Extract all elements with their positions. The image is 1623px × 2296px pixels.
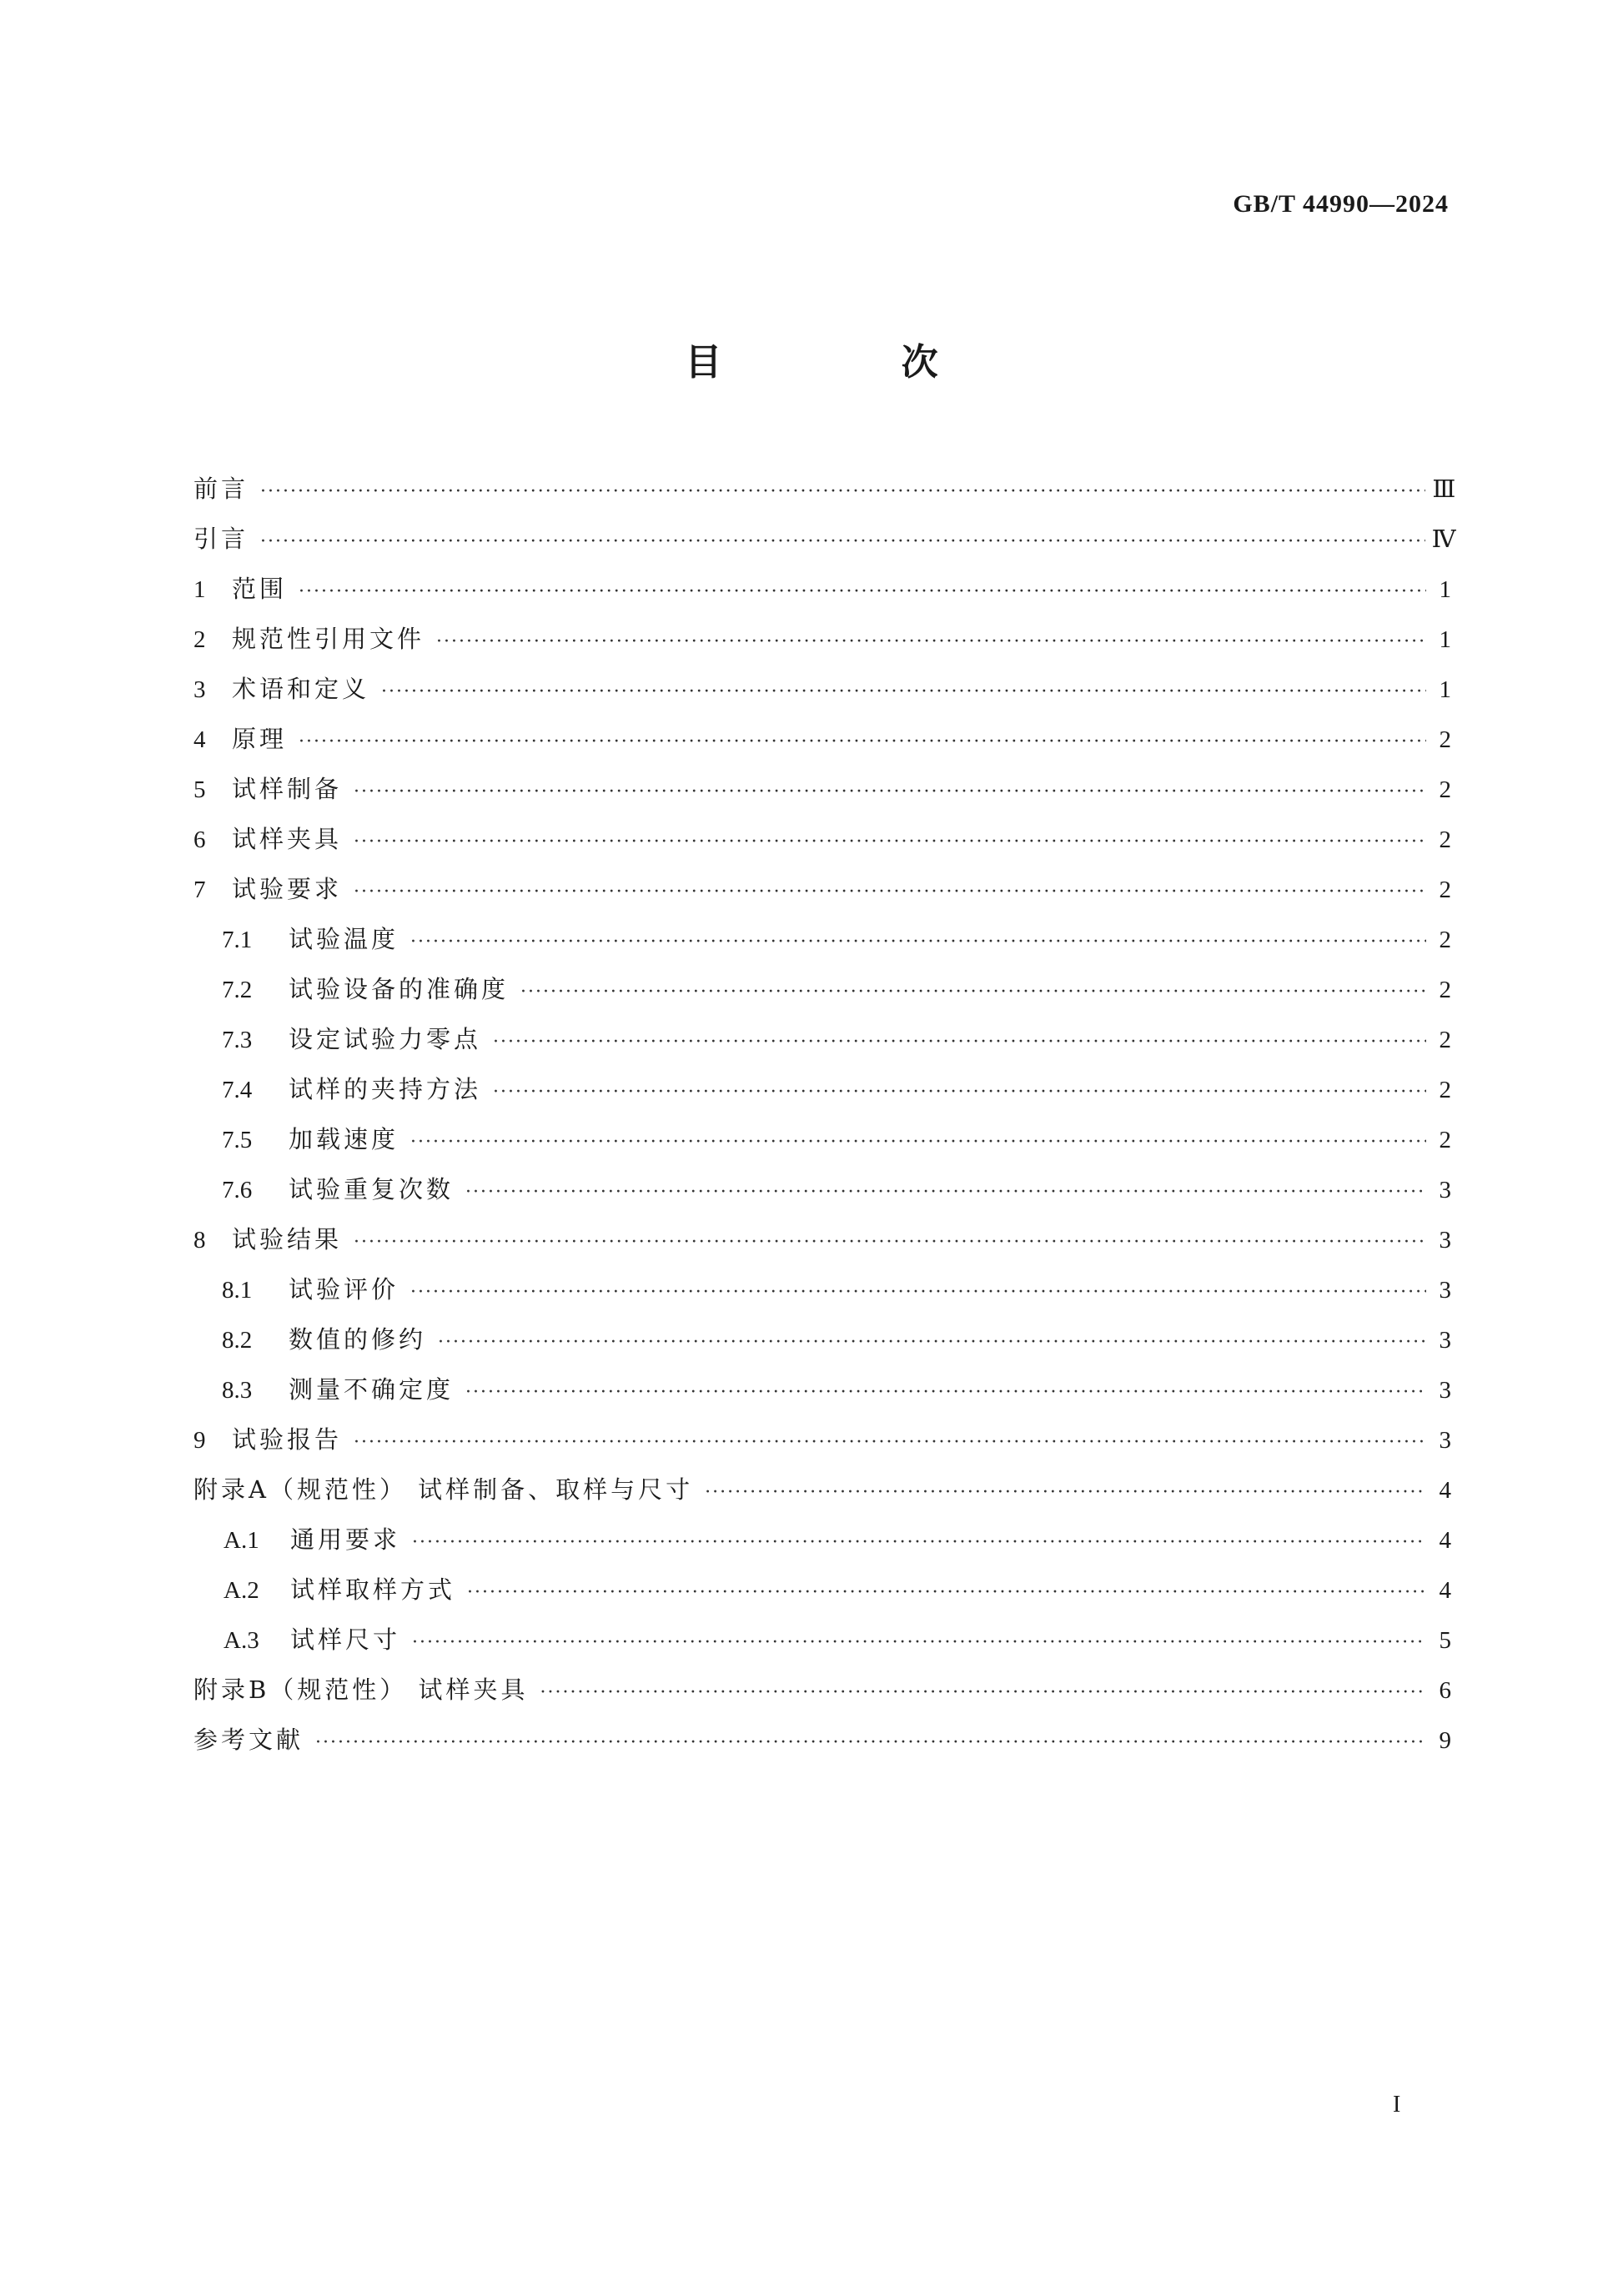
footer-page-number: I bbox=[1393, 2092, 1401, 2118]
toc-leader bbox=[354, 767, 1426, 817]
toc-subentry[interactable] bbox=[193, 1164, 1451, 1214]
toc-entry-label: 设定试验力零点 bbox=[289, 1025, 482, 1053]
toc-entry[interactable] bbox=[193, 1465, 1451, 1515]
toc-leader bbox=[381, 667, 1426, 717]
toc-leader bbox=[436, 617, 1426, 667]
toc-entry-page: 1 bbox=[1439, 626, 1451, 653]
toc-leader bbox=[540, 1668, 1426, 1718]
toc-entry-number: 4 bbox=[193, 726, 206, 753]
toc-entry-page: 3 bbox=[1439, 1427, 1451, 1454]
toc-leader bbox=[260, 467, 1425, 517]
toc-entry[interactable] bbox=[193, 564, 1451, 614]
toc-entry-page: 2 bbox=[1439, 826, 1451, 853]
toc-entry-page: 1 bbox=[1439, 676, 1451, 703]
toc-entry-number: 5 bbox=[193, 776, 206, 803]
toc-entry-page: 4 bbox=[1439, 1577, 1451, 1604]
toc-entry-label: 试验设备的准确度 bbox=[289, 975, 510, 1003]
toc-entry-label: 范围 bbox=[232, 575, 288, 603]
toc-entry-number: 1 bbox=[193, 576, 206, 603]
toc-entry-label: 试验重复次数 bbox=[289, 1175, 455, 1203]
toc-entry-page: 2 bbox=[1439, 726, 1451, 753]
toc-entry-label: 数值的修约 bbox=[289, 1325, 427, 1354]
toc-entry-number: 7.4 bbox=[222, 1077, 253, 1103]
toc-entry[interactable] bbox=[193, 864, 1451, 914]
toc-leader bbox=[412, 1518, 1426, 1568]
toc-leader bbox=[354, 1218, 1426, 1268]
toc-entry[interactable] bbox=[193, 1414, 1451, 1465]
toc-entry-page: 5 bbox=[1439, 1627, 1451, 1654]
toc-entry-number: 3 bbox=[193, 676, 206, 703]
toc-entry-label: 试验温度 bbox=[289, 925, 399, 953]
toc-entry[interactable] bbox=[193, 614, 1451, 664]
toc-entry-number: 7.5 bbox=[222, 1127, 253, 1153]
toc-leader bbox=[354, 817, 1426, 867]
toc-entry-page: 2 bbox=[1439, 977, 1451, 1003]
toc-entry-page: 6 bbox=[1439, 1677, 1451, 1704]
toc-leader bbox=[438, 1318, 1426, 1368]
toc-entry-page: 2 bbox=[1439, 877, 1451, 903]
toc-entry-number: 8.2 bbox=[222, 1327, 253, 1354]
toc-leader bbox=[493, 1017, 1426, 1068]
toc-entry-page: 1 bbox=[1439, 576, 1451, 603]
toc-entry-label: 加载速度 bbox=[289, 1125, 399, 1153]
toc-entry[interactable] bbox=[193, 464, 1456, 514]
toc-entry[interactable] bbox=[193, 764, 1451, 814]
toc-entry-number: 8.3 bbox=[222, 1377, 253, 1404]
toc-entry-number: 7.6 bbox=[222, 1177, 253, 1203]
toc-subentry[interactable] bbox=[193, 964, 1451, 1014]
toc-entry-number: A.3 bbox=[224, 1627, 259, 1654]
toc-leader bbox=[467, 1568, 1426, 1618]
toc-entry-label: 试样取样方式 bbox=[290, 1575, 456, 1604]
toc-entry-label: 试样的夹持方法 bbox=[289, 1075, 482, 1103]
toc-entry[interactable] bbox=[193, 714, 1451, 764]
toc-entry-page: Ⅲ bbox=[1432, 476, 1456, 503]
toc-entry-label: 规范性引用文件 bbox=[232, 625, 425, 653]
standard-number: GB/T 44990—2024 bbox=[1233, 190, 1449, 218]
toc-entry-label: 试验结果 bbox=[232, 1225, 343, 1254]
toc-entry-number: 8 bbox=[193, 1227, 206, 1254]
toc-entry-label: 前言 bbox=[193, 475, 249, 503]
toc-entry-number: 8.1 bbox=[222, 1277, 253, 1304]
toc-leader bbox=[412, 1618, 1426, 1668]
toc-entry-page: 2 bbox=[1439, 927, 1451, 953]
toc-subentry[interactable] bbox=[193, 1364, 1451, 1414]
toc-leader bbox=[410, 1118, 1426, 1168]
toc-subentry[interactable] bbox=[193, 1565, 1451, 1615]
toc-entry-label: 试验要求 bbox=[232, 875, 343, 903]
toc-subentry[interactable] bbox=[193, 914, 1451, 964]
toc-entry[interactable] bbox=[193, 514, 1456, 564]
toc-entry-page: 9 bbox=[1439, 1727, 1451, 1754]
toc-entry-label: 试验评价 bbox=[289, 1275, 399, 1304]
toc-subentry[interactable] bbox=[193, 1615, 1451, 1665]
toc-entry-label: 术语和定义 bbox=[232, 675, 370, 703]
toc-leader bbox=[315, 1718, 1426, 1768]
toc-leader bbox=[354, 1418, 1426, 1468]
table-of-contents bbox=[193, 464, 1456, 1765]
toc-leader bbox=[260, 517, 1425, 567]
toc-entry-number: 2 bbox=[193, 626, 206, 653]
toc-leader bbox=[520, 967, 1426, 1017]
toc-subentry[interactable] bbox=[193, 1014, 1451, 1064]
toc-entry-label: 试样制备 bbox=[232, 775, 343, 803]
toc-subentry[interactable] bbox=[193, 1515, 1451, 1565]
toc-leader bbox=[493, 1068, 1426, 1118]
toc-leader bbox=[465, 1368, 1426, 1418]
toc-leader bbox=[354, 867, 1426, 917]
toc-subentry[interactable] bbox=[193, 1064, 1451, 1114]
toc-entry-label: 通用要求 bbox=[290, 1525, 401, 1554]
toc-entry-label: 试验报告 bbox=[232, 1425, 343, 1454]
toc-leader bbox=[705, 1468, 1426, 1518]
toc-leader bbox=[299, 717, 1426, 767]
toc-entry-page: 2 bbox=[1439, 1127, 1451, 1153]
toc-entry-number: 7.3 bbox=[222, 1027, 253, 1053]
toc-entry-label: 试样夹具 bbox=[232, 825, 343, 853]
toc-entry[interactable] bbox=[193, 664, 1451, 714]
toc-entry-number: 9 bbox=[193, 1427, 206, 1454]
toc-entry-label: 原理 bbox=[232, 725, 288, 753]
toc-leader bbox=[410, 917, 1426, 967]
toc-entry-label: 参考文献 bbox=[193, 1726, 304, 1754]
toc-entry-label: 附录A（规范性） 试样制备、取样与尺寸 bbox=[193, 1475, 694, 1504]
toc-leader bbox=[299, 567, 1426, 617]
toc-entry-label: 引言 bbox=[193, 525, 249, 553]
toc-entry[interactable] bbox=[193, 814, 1451, 864]
toc-entry-number: A.1 bbox=[224, 1527, 259, 1554]
toc-subentry[interactable] bbox=[193, 1314, 1451, 1364]
toc-entry-page: 2 bbox=[1439, 776, 1451, 803]
toc-entry-number: A.2 bbox=[224, 1577, 259, 1604]
toc-entry-number: 6 bbox=[193, 826, 206, 853]
toc-entry-page: Ⅳ bbox=[1431, 526, 1456, 553]
page-title: 目 次 bbox=[685, 341, 1022, 384]
toc-entry-page: 3 bbox=[1439, 1177, 1451, 1203]
toc-entry-page: 3 bbox=[1439, 1327, 1451, 1354]
toc-entry-label: 附录B（规范性） 试样夹具 bbox=[193, 1676, 529, 1704]
toc-entry-label: 试样尺寸 bbox=[290, 1625, 401, 1654]
toc-entry-number: 7 bbox=[193, 877, 206, 903]
toc-entry-page: 4 bbox=[1439, 1477, 1451, 1504]
toc-entry-page: 4 bbox=[1439, 1527, 1451, 1554]
toc-entry[interactable] bbox=[193, 1715, 1451, 1765]
toc-entry-page: 2 bbox=[1439, 1027, 1451, 1053]
toc-entry-number: 7.2 bbox=[222, 977, 253, 1003]
toc-entry[interactable] bbox=[193, 1214, 1451, 1264]
toc-leader bbox=[465, 1168, 1426, 1218]
toc-entry[interactable] bbox=[193, 1665, 1451, 1715]
toc-subentry[interactable] bbox=[193, 1114, 1451, 1164]
toc-entry-number: 7.1 bbox=[222, 927, 253, 953]
toc-entry-page: 3 bbox=[1439, 1227, 1451, 1254]
toc-entry-page: 3 bbox=[1439, 1377, 1451, 1404]
toc-subentry[interactable] bbox=[193, 1264, 1451, 1314]
toc-entry-page: 3 bbox=[1439, 1277, 1451, 1304]
toc-entry-label: 测量不确定度 bbox=[289, 1375, 455, 1404]
toc-entry-page: 2 bbox=[1439, 1077, 1451, 1103]
toc-leader bbox=[410, 1268, 1426, 1318]
